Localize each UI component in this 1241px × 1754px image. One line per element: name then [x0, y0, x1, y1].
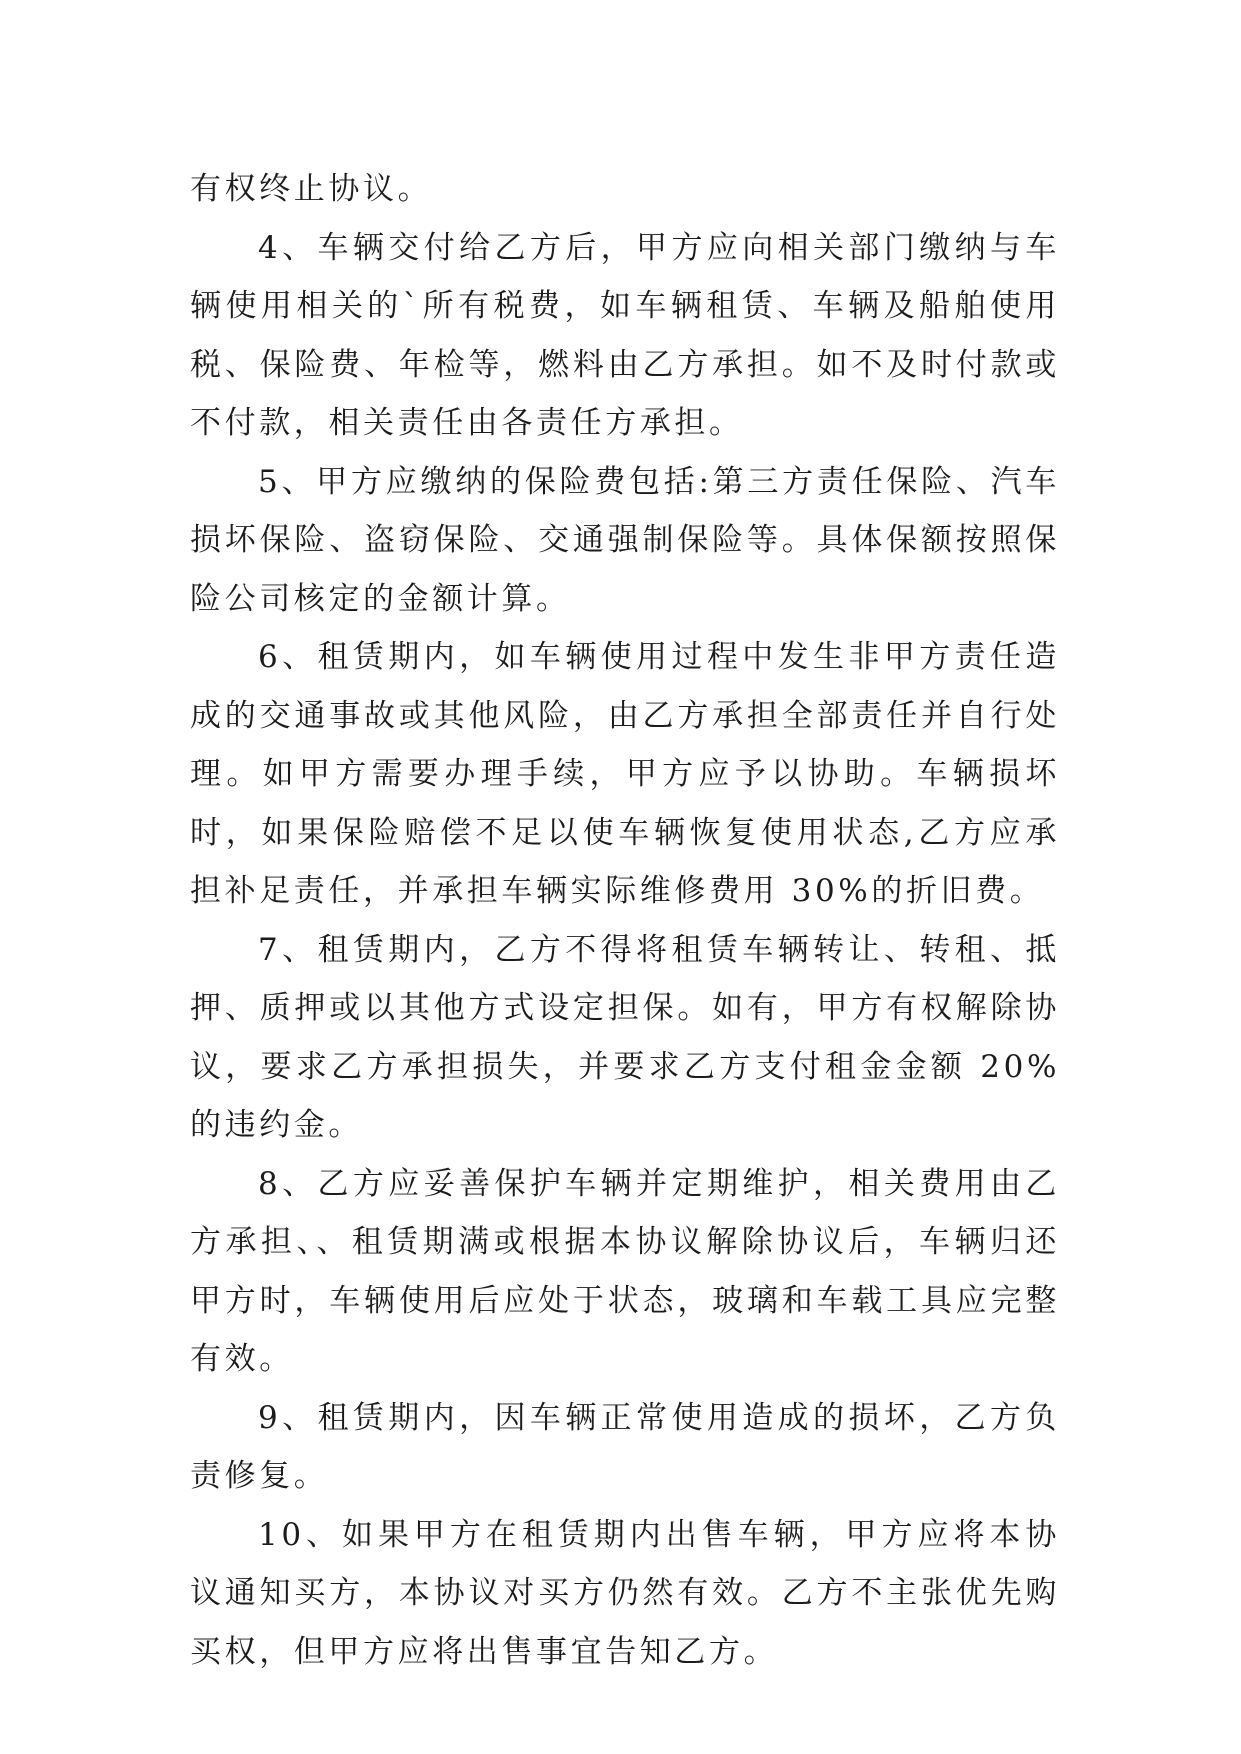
clause-10: 10、如果甲方在租赁期内出售车辆，甲方应将本协议通知买方，本协议对买方仍然有效。乙方不主张优先购买权，但甲方应将出售事宜告知乙方。: [190, 1516, 1060, 1670]
clause-8: 8、乙方应妥善保护车辆并定期维护，相关费用由乙方承担、、租赁期满或根据本协议解除协议后，车辆归还甲方时，车辆使用后应处于状态，玻璃和车载工具应完整有效。: [190, 1165, 1060, 1377]
clause-5: 5、甲方应缴纳的保险费包括:第三方责任保险、汽车损坏保险、盗窃保险、交通强制保险等。具体保额按照保险公司核定的金额计算。: [190, 463, 1060, 617]
clause-4: 4、车辆交付给乙方后，甲方应向相关部门缴纳与车辆使用相关的`所有税费，如车辆租赁、车辆及船舶使用税、保险费、年检等，燃料由乙方承担。如不及时付款或不付款，相关责任由各责任方承担。: [190, 229, 1060, 441]
clause-9: 9、租赁期内，因车辆正常使用造成的损坏，乙方负责修复。: [190, 1399, 1060, 1494]
document-body: [190, 160, 1060, 1681]
clause-6: 6、租赁期内，如车辆使用过程中发生非甲方责任造成的交通事故或其他风险，由乙方承担全部责任并自行处理。如甲方需要办理手续，甲方应予以协助。车辆损坏时，如果保险赔偿不足以使车辆恢复使用状态,乙方应承担补足责任，并承担车辆实际维修费用 30%的折旧费。: [190, 639, 1060, 909]
clause-7: 7、租赁期内，乙方不得将租赁车辆转让、转租、抵押、质押或以其他方式设定担保。如有，甲方有权解除协议，要求乙方承担损失，并要求乙方支付租金金额 20%的违约金。: [190, 931, 1060, 1143]
paragraph-continuation: 有权终止协议。: [190, 171, 433, 207]
